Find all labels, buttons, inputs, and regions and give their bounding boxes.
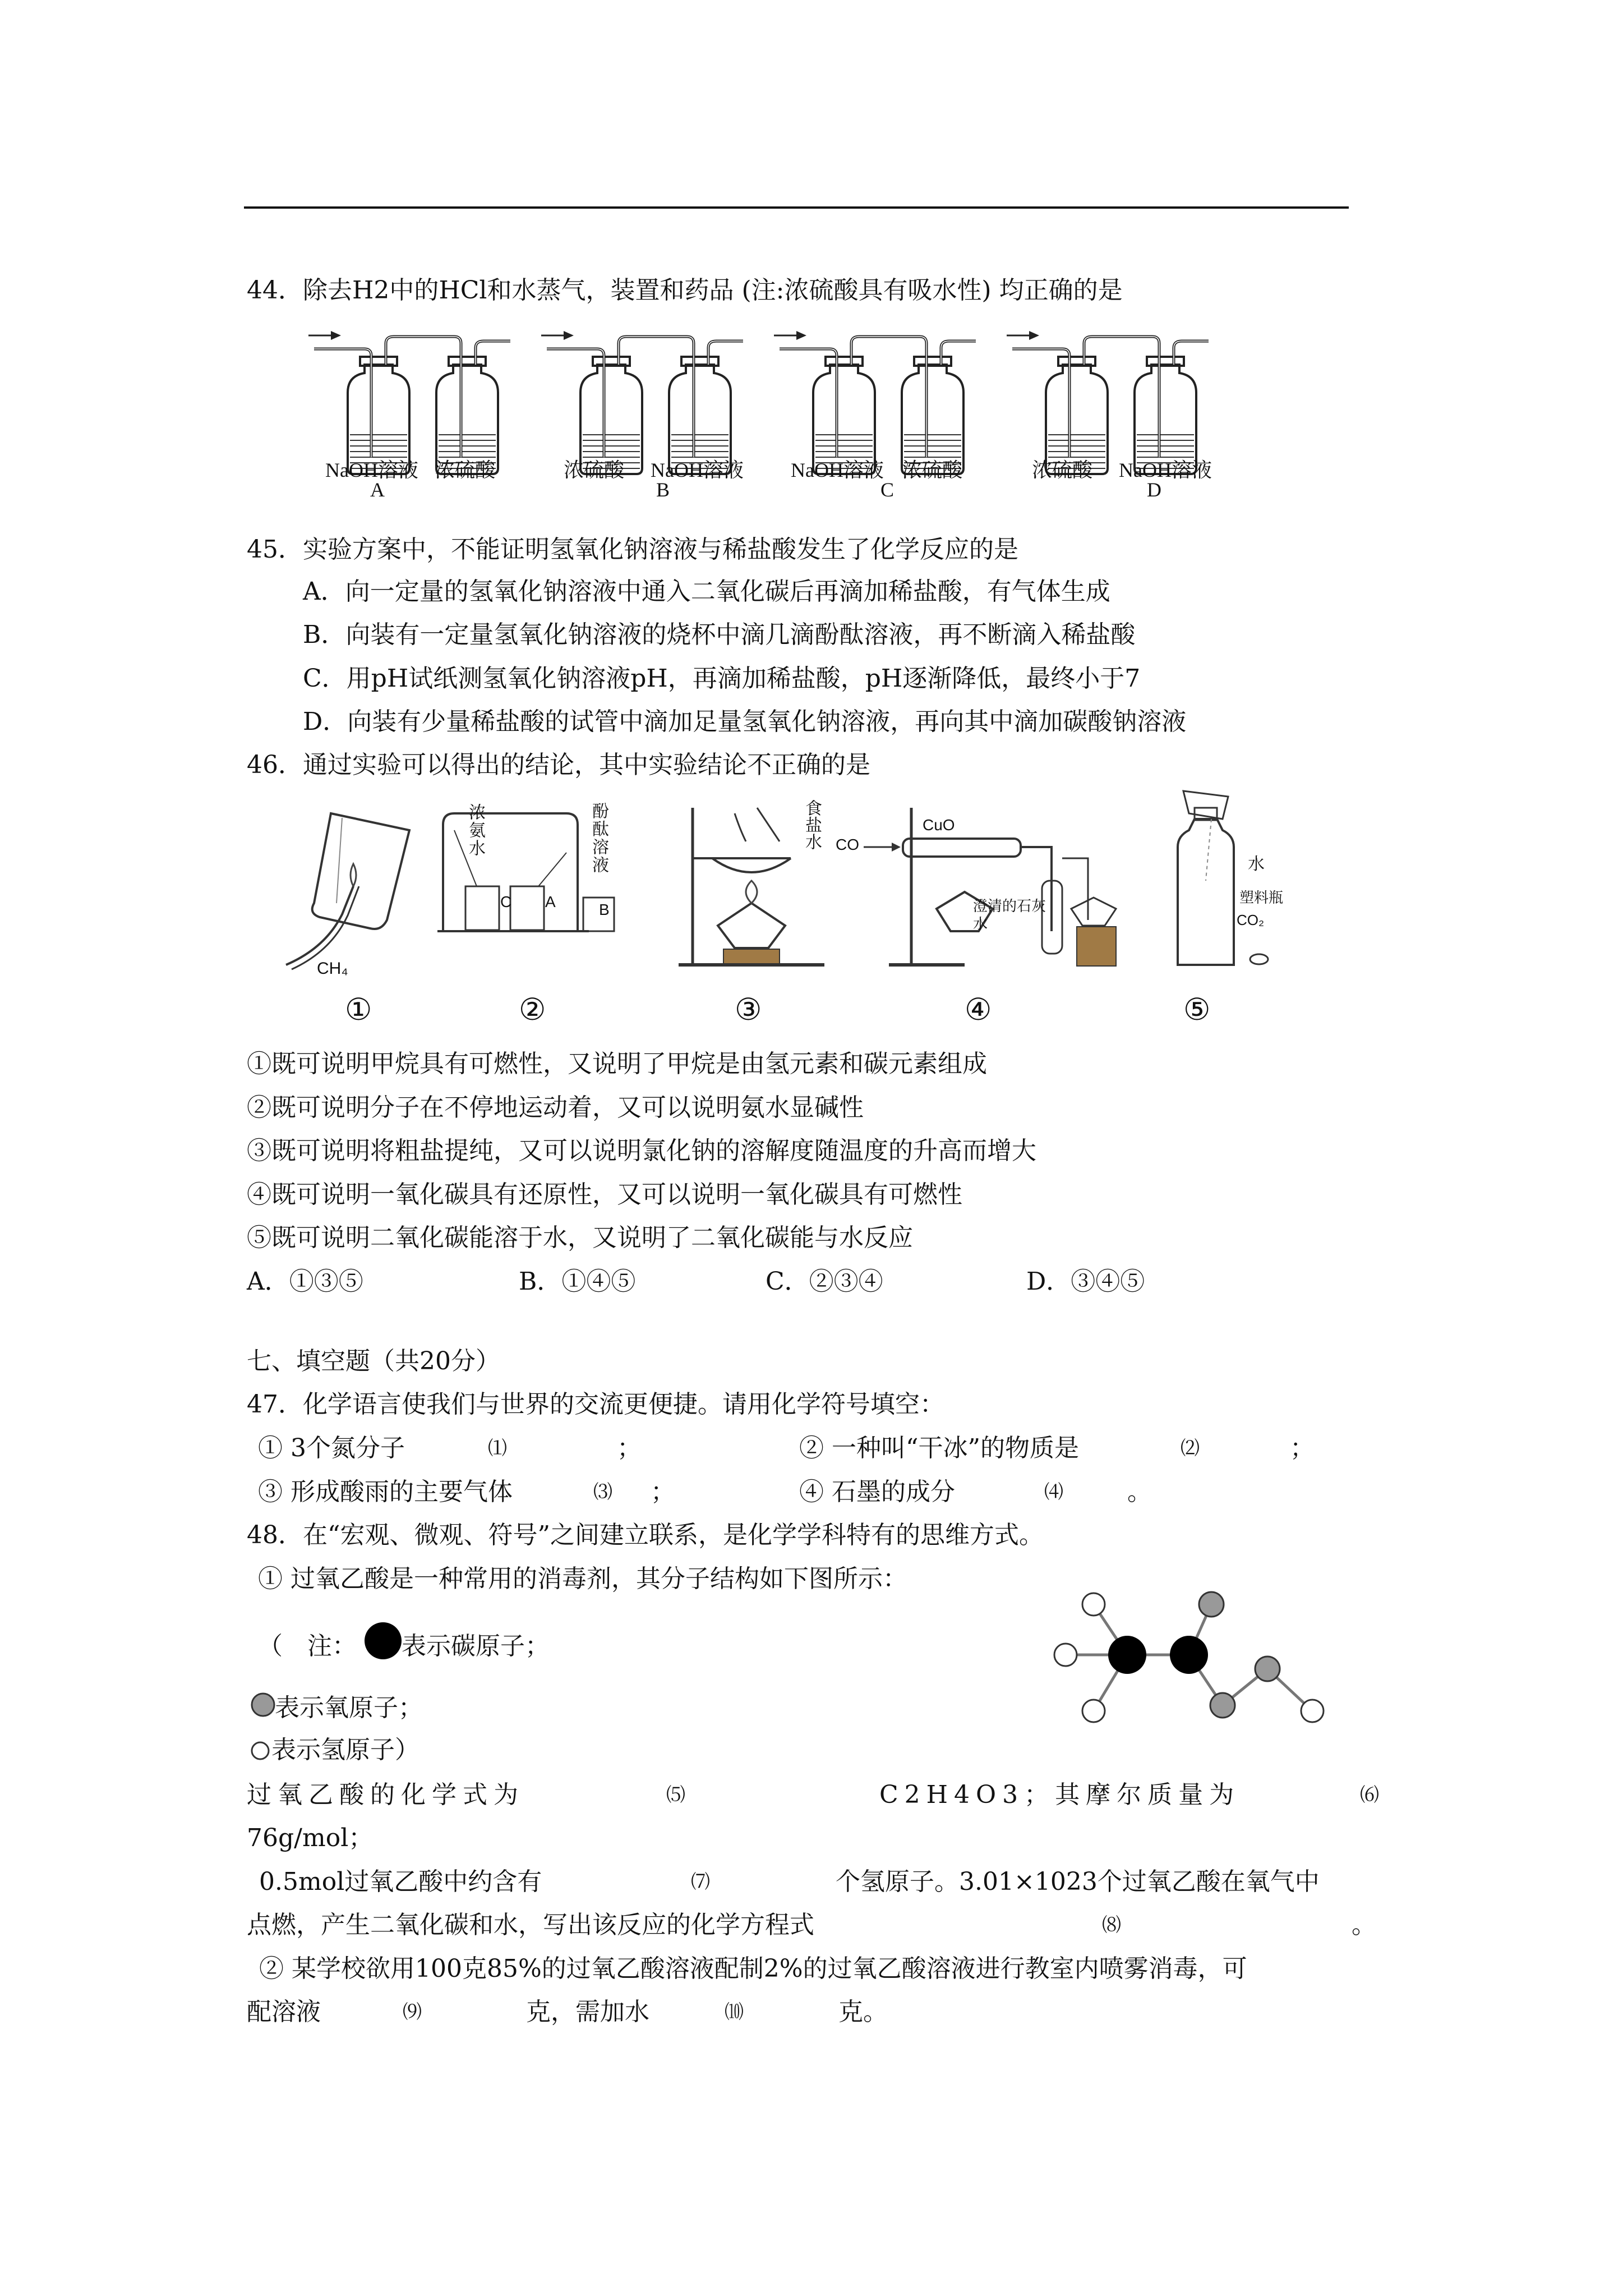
q48-part-2: ② 某学校欲用100克85%的过氧乙酸溶液配制2%的过氧乙酸溶液进行教室内喷雾消毒，可 xyxy=(259,1954,1247,1983)
peracetic-acid-molecule-diagram xyxy=(1049,1571,1346,1739)
q44-label-naoh-a: NaOH溶液 xyxy=(325,459,418,481)
q44-label-acid-a: 浓硫酸 xyxy=(435,459,496,481)
q48-line-molecules: 个氢原子。3.01×1023个过氧乙酸在氧气中 xyxy=(836,1867,1320,1896)
fig-number-1: ① xyxy=(345,992,372,1027)
q44-option-c: C xyxy=(880,478,895,501)
q44-apparatus-c xyxy=(774,331,976,474)
q44-label-naoh-b: NaOH溶液 xyxy=(651,459,744,481)
q44-label-naoh-c: NaOH溶液 xyxy=(791,459,884,481)
label-cup-a: A xyxy=(545,893,556,910)
q44-label-acid-c: 浓硫酸 xyxy=(902,459,963,481)
q48-note-hydrogen: 表示氢原子） xyxy=(271,1736,419,1764)
q46-statement-3: ③既可说明将粗盐提纯，又可以说明氯化钠的溶解度随温度的升高而增大 xyxy=(247,1137,1036,1165)
q46-experiments-figure xyxy=(275,797,1273,987)
exp1-methane-burning xyxy=(286,813,409,969)
exp4-co-reduction xyxy=(864,808,1116,966)
q45-option-b: B．向装有一定量氢氧化钠溶液的烧杯中滴几滴酚酞溶液，再不断滴入稀盐酸 xyxy=(303,620,1136,649)
q46-option-c: C．②③④ xyxy=(766,1267,883,1296)
q48-note-oxygen: 表示氧原子； xyxy=(275,1694,423,1722)
q48-line-formula-label: 过氧乙酸的化学式为 xyxy=(247,1780,524,1809)
q47-semicolon-3: ； xyxy=(651,1478,675,1506)
label-water: 水 xyxy=(1248,855,1265,873)
label-limewater: 澄清的石灰水 xyxy=(973,898,1046,932)
q46-stem: 46．通过实验可以得出的结论，其中实验结论不正确的是 xyxy=(247,751,870,779)
label-salt-water: 食盐水 xyxy=(803,799,821,850)
fig-number-4: ④ xyxy=(965,992,992,1027)
carbon-atom-icon xyxy=(363,1621,403,1660)
q44-apparatus-b xyxy=(541,331,743,474)
label-cup-b: B xyxy=(599,901,610,918)
q46-option-d: D．③④⑤ xyxy=(1026,1267,1145,1296)
q47-blank-1: ⑴ xyxy=(488,1437,507,1460)
q48-line-molar-value: 76g/mol； xyxy=(247,1824,374,1852)
oxygen-atom-icon xyxy=(250,1692,276,1718)
exp5-co2-bottle xyxy=(1178,791,1268,965)
q47-item-4: ④ 石墨的成分 xyxy=(799,1478,955,1506)
q44-apparatus-d xyxy=(1007,331,1209,474)
q47-blank-3: ⑶ xyxy=(593,1481,612,1503)
q48-note-open: （ 注： xyxy=(258,1632,357,1660)
hydrogen-atom-icon xyxy=(250,1741,270,1761)
q46-statement-2: ②既可说明分子在不停地运动着，又可以说明氨水显碱性 xyxy=(247,1093,864,1122)
q48-stem: 48．在“宏观、微观、符号”之间建立联系，是化学学科特有的思维方式。 xyxy=(247,1521,1044,1549)
q45-option-d: D．向装有少量稀盐酸的试管中滴加足量氢氧化钠溶液，再向其中滴加碳酸钠溶液 xyxy=(303,707,1187,736)
q45-option-c: C．用pH试纸测氢氧化钠溶液pH，再滴加稀盐酸，pH逐渐降低，最终小于7 xyxy=(303,664,1141,693)
q48-blank-8: ⑻ xyxy=(1102,1914,1121,1936)
q46-option-a: A．①③⑤ xyxy=(247,1267,363,1296)
q44-stem: 44．除去H2中的HCl和水蒸气，装置和药品 (注:浓硫酸具有吸水性) 均正确的是 xyxy=(247,276,1123,305)
q48-line-add-water: 克，需加水 xyxy=(526,1998,649,2026)
q45-option-a: A．向一定量的氢氧化钠溶液中通入二氧化碳后再滴加稀盐酸，有气体生成 xyxy=(303,577,1110,606)
q48-blank-7: ⑺ xyxy=(691,1871,710,1893)
fig-number-3: ③ xyxy=(735,992,762,1027)
q47-blank-4: ⑷ xyxy=(1044,1481,1063,1503)
q48-part-1: ① 过氧乙酸是一种常用的消毒剂，其分子结构如下图所示： xyxy=(258,1565,907,1593)
q44-option-d: D xyxy=(1147,478,1161,501)
q48-period-8: 。 xyxy=(1352,1911,1376,1939)
q47-item-3: ③ 形成酸雨的主要气体 xyxy=(258,1478,513,1506)
q46-statement-5: ⑤既可说明二氧化碳能溶于水，又说明了二氧化碳能与水反应 xyxy=(247,1223,913,1252)
label-co2: CO₂ xyxy=(1237,912,1265,928)
q48-line-equation: 点燃，产生二氧化碳和水，写出该反应的化学方程式 xyxy=(247,1911,814,1939)
q48-line-solution: 配溶液 xyxy=(247,1998,321,2026)
label-cuo: CuO xyxy=(923,816,955,834)
fig-number-2: ② xyxy=(519,992,546,1027)
q48-line-molar-mass: C2H4O3；其摩尔质量为 xyxy=(879,1780,1241,1809)
label-plastic-bottle: 塑料瓶 xyxy=(1239,890,1284,906)
q46-statement-1: ①既可说明甲烷具有可燃性，又说明了甲烷是由氢元素和碳元素组成 xyxy=(247,1050,987,1078)
q47-item-2: ② 一种叫“干冰”的物质是 xyxy=(799,1434,1079,1462)
q44-label-naoh-d: NaOH溶液 xyxy=(1119,459,1212,481)
q45-stem: 45．实验方案中，不能证明氢氧化钠溶液与稀盐酸发生了化学反应的是 xyxy=(247,535,1018,564)
q47-semicolon-1: ； xyxy=(617,1434,642,1462)
label-ammonia: 浓氨水 xyxy=(466,803,485,857)
q48-blank-6: ⑹ xyxy=(1360,1784,1379,1806)
q47-stem: 47．化学语言使我们与世界的交流更便捷。请用化学符号填空： xyxy=(247,1390,944,1419)
label-co: CO xyxy=(836,836,859,853)
q44-label-acid-d: 浓硫酸 xyxy=(1032,459,1093,481)
fig-number-5: ⑤ xyxy=(1183,992,1211,1027)
q48-blank-5: ⑸ xyxy=(666,1784,685,1806)
q48-note-carbon: 表示碳原子； xyxy=(402,1632,550,1660)
section-7-title: 七、填空题（共20分） xyxy=(247,1347,500,1375)
q47-period-4: 。 xyxy=(1127,1478,1152,1506)
label-ch4: CH₄ xyxy=(317,959,348,978)
q44-option-a: A xyxy=(370,478,385,501)
q48-blank-10: ⑽ xyxy=(725,2001,744,2023)
label-cup-c: C xyxy=(500,893,512,910)
q47-blank-2: ⑵ xyxy=(1181,1437,1200,1460)
q48-blank-9: ⑼ xyxy=(403,2001,422,2023)
q47-semicolon-2: ； xyxy=(1290,1434,1315,1462)
label-phenolphthalein: 酚酞溶液 xyxy=(589,802,608,874)
q48-line-hydrogen-count: 0.5mol过氧乙酸中约含有 xyxy=(259,1867,542,1896)
q47-item-1: ① 3个氮分子 xyxy=(258,1434,405,1462)
q46-statement-4: ④既可说明一氧化碳具有还原性，又可以说明一氧化碳具有可燃性 xyxy=(247,1180,962,1209)
q44-apparatus-a xyxy=(308,331,510,474)
q44-label-acid-b: 浓硫酸 xyxy=(564,459,625,481)
q48-line-grams: 克。 xyxy=(838,1998,888,2026)
q46-option-b: B．①④⑤ xyxy=(519,1267,636,1296)
header-rule xyxy=(244,206,1349,209)
q44-option-b: B xyxy=(656,478,670,501)
